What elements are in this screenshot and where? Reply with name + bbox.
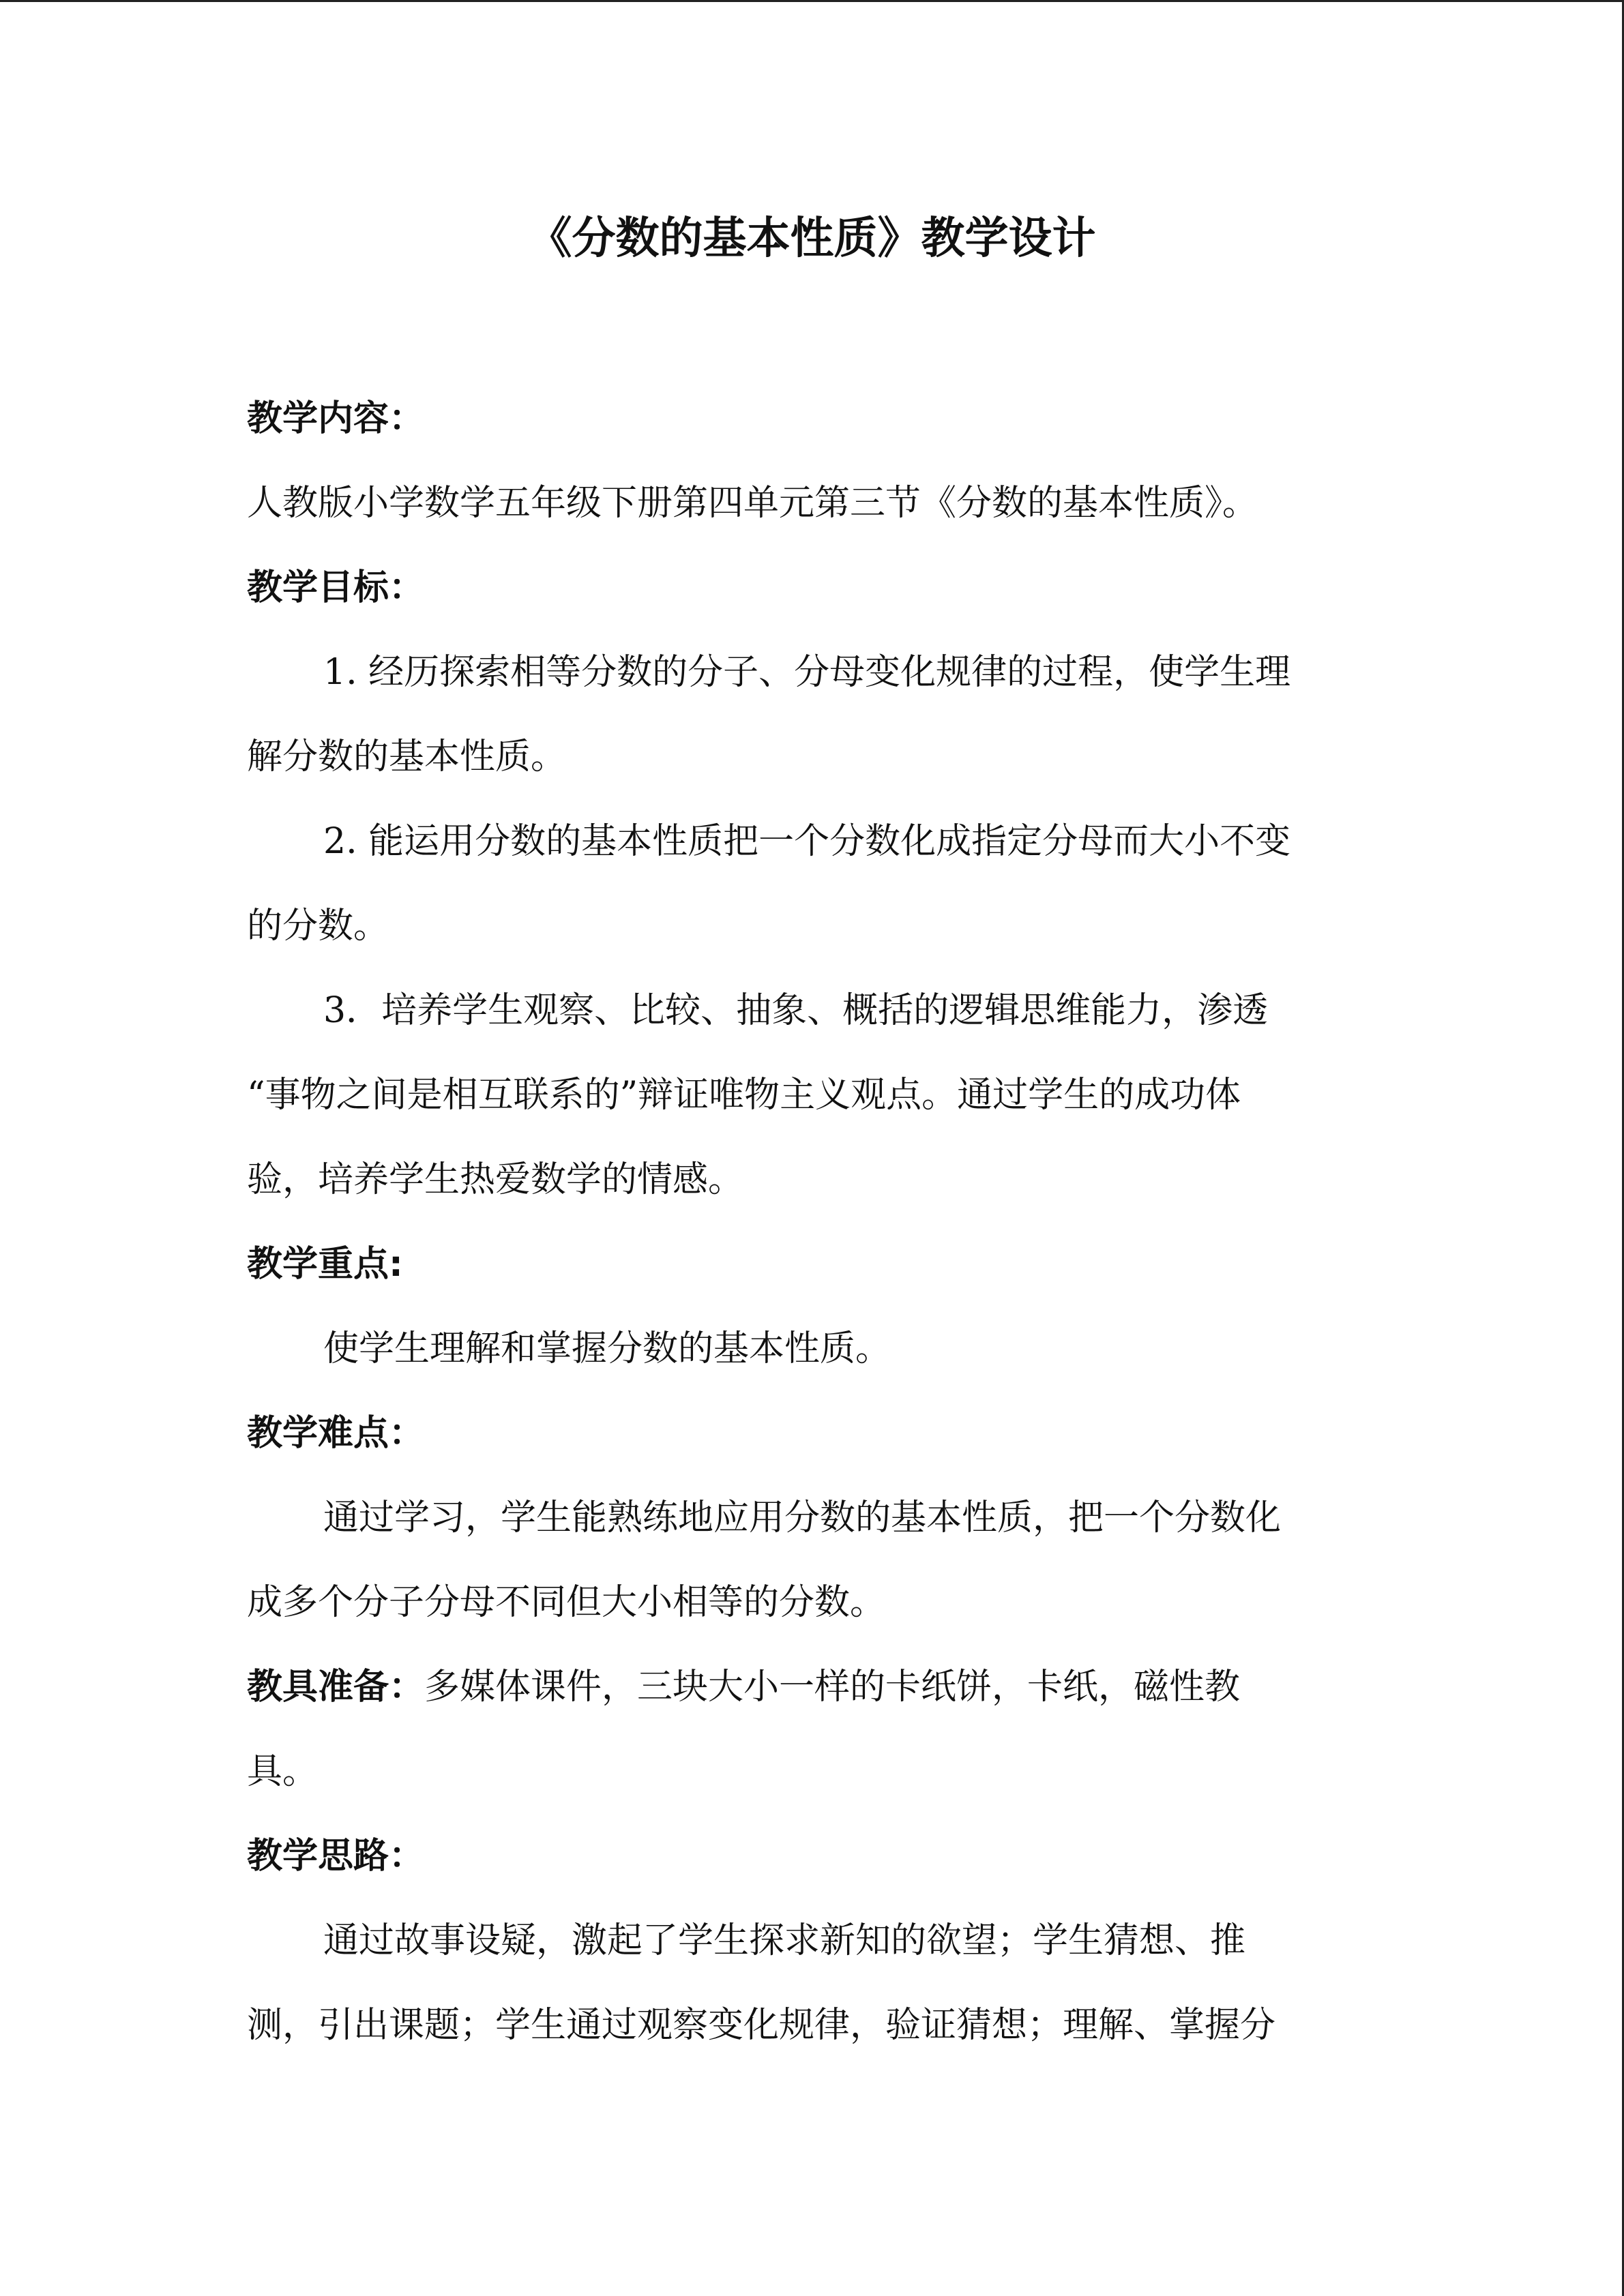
- heading-teaching-content: 教学内容：: [247, 398, 425, 439]
- goal-2-line: 2. 能运用分数的基本性质把一个分数化成指定分母而大小不变: [323, 821, 1291, 862]
- goal-1-line: 1. 经历探索相等分数的分子、分母变化规律的过程，使学生理: [323, 652, 1291, 693]
- difficulty-line: 通过学习，学生能熟练地应用分数的基本性质，把一个分数化: [323, 1497, 1282, 1538]
- difficulty-continued: 成多个分子分母不同但大小相等的分数。: [247, 1582, 886, 1623]
- goal-3-line: 3．培养学生观察、比较、抽象、概括的逻辑思维能力，渗透: [323, 990, 1269, 1031]
- approach-line: 通过故事设疑，激起了学生探求新知的欲望；学生猜想、推: [323, 1920, 1246, 1961]
- teaching-aids-text: 多媒体课件，三块大小一样的卡纸饼，卡纸，磁性教: [424, 1667, 1241, 1708]
- document-body: [247, 376, 1393, 2068]
- goal-3-continued: 验，培养学生热爱数学的情感。: [247, 1159, 744, 1200]
- teaching-aids-continued: 具。: [247, 1751, 319, 1792]
- goal-3-continued: “事物之间是相互联系的”辩证唯物主义观点。通过学生的成功体: [247, 1075, 1241, 1116]
- goal-2-continued: 的分数。: [247, 906, 389, 946]
- heading-key-points: 教学重点:: [247, 1244, 403, 1285]
- approach-continued: 测，引出课题；学生通过观察变化规律，验证猜想；理解、掌握分: [247, 2005, 1276, 2046]
- heading-teaching-goals: 教学目标：: [247, 567, 425, 608]
- heading-teaching-approach: 教学思路：: [247, 1836, 425, 1877]
- paragraph-line: 人教版小学数学五年级下册第四单元第三节《分数的基本性质》。: [247, 483, 1258, 524]
- goal-1-continued: 解分数的基本性质。: [247, 736, 567, 777]
- heading-difficulties: 教学难点：: [247, 1413, 425, 1454]
- key-point-line: 使学生理解和掌握分数的基本性质。: [323, 1328, 891, 1369]
- teaching-aids-label: 教具准备：: [247, 1667, 425, 1708]
- document-title: 《分数的基本性质》教学设计: [528, 213, 1096, 264]
- teaching-aids-line: [247, 1645, 1393, 1729]
